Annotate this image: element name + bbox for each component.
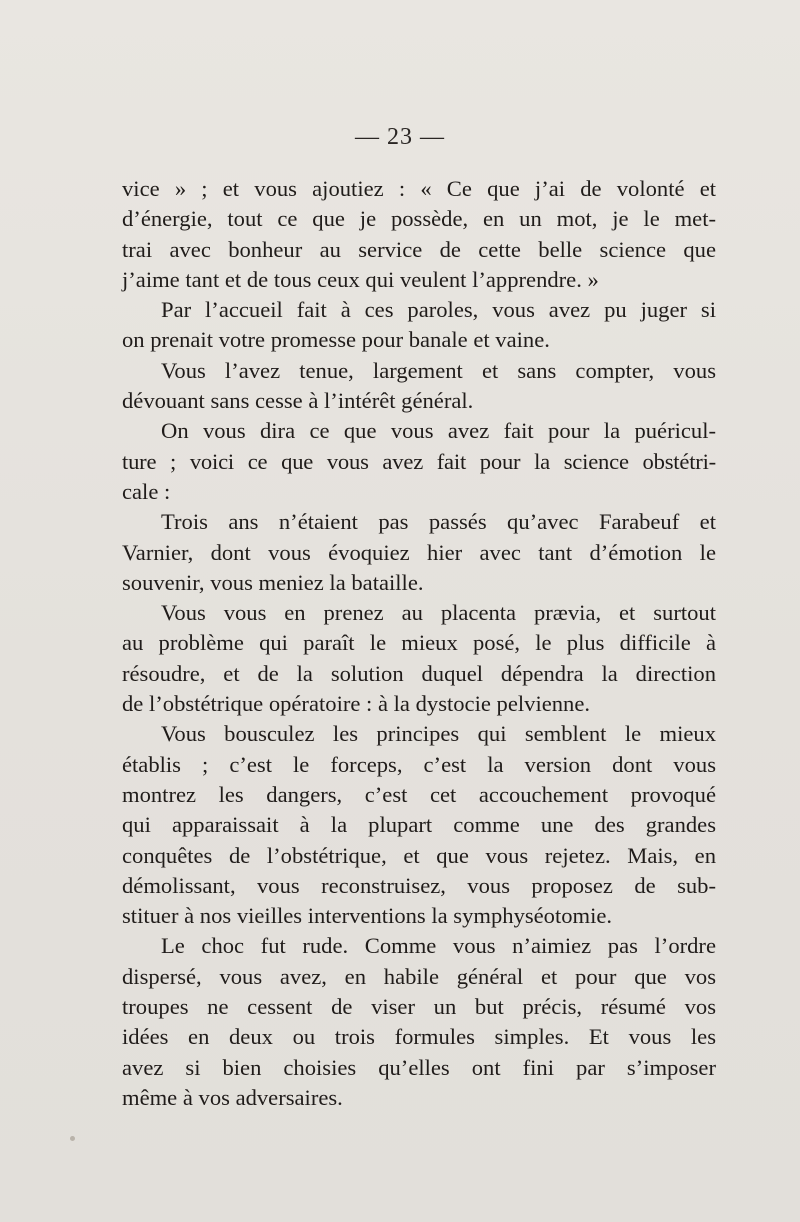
paper-speck	[70, 1136, 75, 1141]
paragraph-first-line: Vous vous en prenez au placenta prævia, et surtout	[161, 600, 716, 626]
text-line: idées en deux ou trois formules simples. Et vous les	[122, 1024, 716, 1050]
text-line: même à vos adversaires.	[122, 1084, 343, 1110]
text-line: d’énergie, tout ce que je possède, en un mot, je le met-	[122, 206, 716, 232]
text-line: vice » ; et vous ajoutiez : « Ce que j’ai de volonté et	[122, 176, 716, 201]
paragraph-first-line: Vous l’avez tenue, largement et sans compter, vous	[161, 357, 716, 383]
text-line: résoudre, et de la solution duquel dépendra la direction	[122, 660, 716, 686]
text-line: dévouant sans cesse à l’intérêt général.	[122, 388, 474, 414]
text-line: de l’obstétrique opératoire : à la dystocie pelvienne.	[122, 691, 591, 717]
paragraph-first-line: Trois ans n’étaient pas passés qu’avec Farabeuf et	[161, 509, 716, 535]
text-line: qui apparaissait à la plupart comme une des grandes	[122, 812, 716, 838]
page-number: — 23 —	[355, 124, 445, 150]
text-line: au problème qui paraît le mieux posé, le plus difficile à	[122, 630, 716, 656]
text-line: stituer à nos vieilles interventions la symphyséotomie.	[122, 903, 613, 929]
text-line: cale :	[122, 478, 171, 504]
text-line: j’aime tant et de tous ceux qui veulent l’apprendre. »	[122, 266, 599, 292]
paragraph-first-line: Par l’accueil fait à ces paroles, vous avez pu juger si	[161, 297, 716, 323]
paragraph-first-line: Le choc fut rude. Comme vous n’aimiez pas l’ordre	[161, 933, 716, 959]
text-line: démolissant, vous reconstruisez, vous proposez de sub-	[122, 872, 716, 898]
paragraph-first-line: Vous bousculez les principes qui semblent le mieux	[161, 721, 716, 747]
text-line: conquêtes de l’obstétrique, et que vous rejetez. Mais, en	[122, 842, 716, 868]
text-line: trai avec bonheur au service de cette belle science que	[122, 236, 716, 262]
text-line: dispersé, vous avez, en habile général et pour que vos	[122, 963, 716, 989]
paragraph-first-line: On vous dira ce que vous avez fait pour la puéricul-	[161, 418, 716, 444]
text-line: établis ; c’est le forceps, c’est la version dont vous	[122, 751, 716, 777]
text-line: troupes ne cessent de viser un but précis, résumé vos	[122, 994, 716, 1020]
text-line: avez si bien choisies qu’elles ont fini par s’imposer	[122, 1054, 716, 1080]
body-text	[122, 174, 716, 1113]
text-line: souvenir, vous meniez la bataille.	[122, 569, 424, 595]
text-line: montrez les dangers, c’est cet accouchement provoqué	[122, 781, 716, 807]
text-line: on prenait votre promesse pour banale et vaine.	[122, 327, 550, 353]
text-line: ture ; voici ce que vous avez fait pour la science obstétri-	[122, 448, 716, 474]
text-line: Varnier, dont vous évoquiez hier avec tant d’émotion le	[122, 539, 716, 565]
